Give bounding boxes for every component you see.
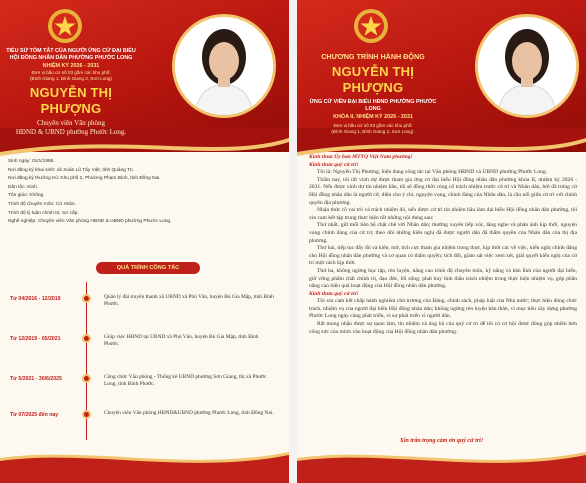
- greeting-voters: Kính thưa quý cử tri!: [309, 161, 359, 168]
- header-line1: TIỂU SỬ TÓM TẮT CỦA NGƯỜI ỨNG CỬ ĐẠI BIỂU: [6, 48, 136, 54]
- unit-line1: Đơn vị bầu cử số 03 gồm các khu phố:: [333, 123, 413, 128]
- header-line2: HỘI ĐỒNG NHÂN DÂN PHƯỜNG PHƯỚC LONG: [9, 55, 133, 61]
- unit-line2: (Bình Giang 1, Bình Giang 2, Sơn Long).: [331, 129, 415, 134]
- timeline-desc: Quản lý đài truyền thanh xã UBND xã Phú Văn, huyện Bù Gia Mập, tỉnh Bình Phước.: [104, 294, 274, 308]
- national-emblem-icon: [353, 8, 389, 44]
- header-line1: ỨNG CỬ VIÊN ĐẠI BIỂU HĐND PHƯỜNG PHƯỚC LONG: [309, 99, 437, 112]
- portrait-image: [175, 17, 273, 115]
- timeline-desc: Giúp việc HĐND tại UBND xã Phú Văn, huyện Bù Gia Mập, tỉnh Bình Phước.: [104, 334, 259, 348]
- timeline-desc: Công chức Văn phòng - Thống kê UBND phường Sơn Giang, thị xã Phước Long, tỉnh Bình Phước.: [104, 374, 267, 388]
- timeline-item: [0, 334, 289, 360]
- header-text: [6, 48, 136, 137]
- term-label: NHIỆM KỲ 2026 - 2031: [42, 63, 100, 69]
- timeline-dot-icon: [82, 410, 91, 419]
- program-paragraph: Thứ nhất, giữ mối liên hệ chặt chẽ với Nhân dân; thường xuyên tiếp xúc, lắng nghe và phản ánh kịp thời, nguyện vọng chính đáng của cử tri; theo dõi những kiến nghị đã được người dân đã thẩm quyền của Nhân dân của thị địa phương.: [309, 222, 577, 244]
- program-paragraph: Tôi xin cam kết chấp hành nghiêm chủ trương của Đảng, chính sách, pháp luật của Nhà nước; thực hiện đúng chức trách, nhiệm vụ của người đại biểu Hội đồng nhân dân; không ngừng rèn luyện bản thân, vì mục tiêu xây dựng phường Phước Long ngày càng phát triển, vì sự phát triển vì người dân.: [309, 298, 577, 320]
- candidate-portrait: [475, 14, 579, 118]
- closing-thanks: Xin trân trọng cảm ơn quý cử tri!: [399, 438, 484, 444]
- bio-item: Tôn giáo: Không.: [8, 193, 45, 199]
- program-panel: [297, 0, 586, 483]
- term-label: KHÓA II, NHIỆM KỲ 2026 - 2031: [333, 114, 413, 120]
- timeline-date: Từ 04/2016 - 12/2019: [10, 296, 61, 302]
- program-title: CHƯƠNG TRÌNH HÀNH ĐỘNG: [321, 52, 425, 61]
- timeline-item: [0, 374, 289, 400]
- bio-item: Dân tộc: Kinh.: [8, 184, 39, 190]
- bio-item: Nơi đăng ký thường trú: Khu phố 2, Phường Phạm Bình, tỉnh Đồng Nai.: [8, 176, 161, 182]
- program-paragraph: Thứ hai, tiếp tục đẩy đủ và kiên, mở, tích cực tham gia nhiệm trong thực, kịp thời các về việc, kiến nghị chính đáng cho Hội đồng nhân dân phường và cơ quan có thẩm quyền; tích đối, giám sát việc xem xét, giải quyết kiến nghị của cử tri một cách kịp thời.: [309, 245, 577, 267]
- timeline-date: Từ 12/2019 - 05/2021: [10, 336, 61, 342]
- timeline-item: [0, 294, 289, 320]
- program-paragraph: Thẩm nay, tôi rất vinh dự được tham gia ứng cử đại biểu Hội đồng nhân dân phường khóa II, nhiệm kỳ 2026 - 2031. Nếu được vinh dự tín nhiệm bầu, tôi sẽ đồng thời củng cố trách nhiệm trước cử tri và Nhân dân, bởi đã trúng cử Hội đồng nhân dân là người cử, diện cho ý chí, nguyện vọng, chính đáng của Nhân dân, là cầu nối giữa cử tri với chính quyền địa phương.: [309, 176, 577, 206]
- timeline-dot-icon: [82, 294, 91, 303]
- bio-item: Trình độ lý luận chính trị: Sơ cấp.: [8, 210, 79, 216]
- candidate-portrait: [172, 14, 276, 118]
- bio-item: Nơi đăng ký khai sinh: xã Xuân Lũ Tây Việt, tỉnh Quảng Trị.: [8, 167, 134, 173]
- candidate-name: NGUYỄN THỊ PHƯỢNG: [29, 85, 113, 116]
- bio-item: Trình độ chuyên môn: Cử nhân.: [8, 201, 76, 207]
- timeline-dot-icon: [82, 374, 91, 383]
- footer-wave: [0, 446, 289, 483]
- timeline-dot-icon: [82, 334, 91, 343]
- unit-line2: (Bình Giang 1, Bình Giang 2, Sơn Long): [30, 76, 112, 81]
- national-emblem-icon: [47, 8, 83, 44]
- program-paragraph: Tôi là: Nguyễn Thị Phượng, hiện đang công tác tại Văn phòng HĐND và UBND phường Phước Long.: [317, 169, 548, 176]
- work-history-title: QUÁ TRÌNH CÔNG TÁC: [96, 262, 200, 274]
- timeline-date: Từ 5/2021 - 30/6/2025: [10, 376, 62, 382]
- bio-list: [8, 158, 278, 227]
- position-line2: HĐND & UBND phường Phước Long.: [15, 128, 127, 136]
- footer-wave: [297, 446, 586, 483]
- position-line1: Chuyên viên Văn phòng: [36, 119, 106, 127]
- bio-item: Sinh ngày: 01/1/1986.: [8, 159, 55, 164]
- timeline-item: [0, 410, 289, 436]
- greeting-mttq: Kính thưa Ủy ban MTTQ Việt Nam phường!: [309, 154, 413, 160]
- bio-item: Nghề nghiệp: Chuyên viên Văn phòng HĐND & UBND phường Phước Long.: [8, 219, 172, 225]
- bio-panel: [0, 0, 289, 483]
- greeting-voters-2: Kính thưa quý cử tri!: [309, 290, 359, 297]
- timeline-desc: Chuyên viên Văn phòng HĐND&UBND phường Phước Long, tỉnh Đồng Nai.: [104, 410, 274, 416]
- timeline-date: Từ 07/2025 đến nay: [10, 412, 59, 418]
- header-text: [305, 52, 441, 135]
- portrait-image: [478, 17, 576, 115]
- candidate-name: NGUYỄN THỊ PHƯỢNG: [331, 64, 415, 95]
- program-paragraph: Nhận thức rõ vai trò và trách nhiệm đó, nếu được cử tri tín nhiệm bầu làm đại biểu Hội đồng nhân dân phường, tôi xin cam kết tập trung thực hiện tốt những nội dung sau:: [309, 207, 577, 221]
- program-body: [309, 154, 577, 336]
- program-paragraph: Thứ ba, không ngừng học tập, rèn luyện, nâng cao trình độ chuyên môn, kỹ năng và bản lĩnh của người đại biểu, giữ vững phẩm chất chính trị, đạo đức, lối sống; phát huy tinh thần trách nhiệm trong thực hiện nhiệm vụ, góp phần nâng cao hiệu quả hoạt động của Hội đồng nhân dân phường.: [309, 267, 577, 290]
- program-paragraph: Rất mong nhận được sự quan tâm, tín nhiệm và ủng hộ của quý cử tri để tôi có cơ hội được đóng góp nhiều hơn công sức của mình vào hoạt động của Hội đồng nhân dân phường.: [309, 321, 577, 335]
- unit-line1: Đơn vị bầu cử số 03 gồm các khu phố:: [31, 70, 111, 75]
